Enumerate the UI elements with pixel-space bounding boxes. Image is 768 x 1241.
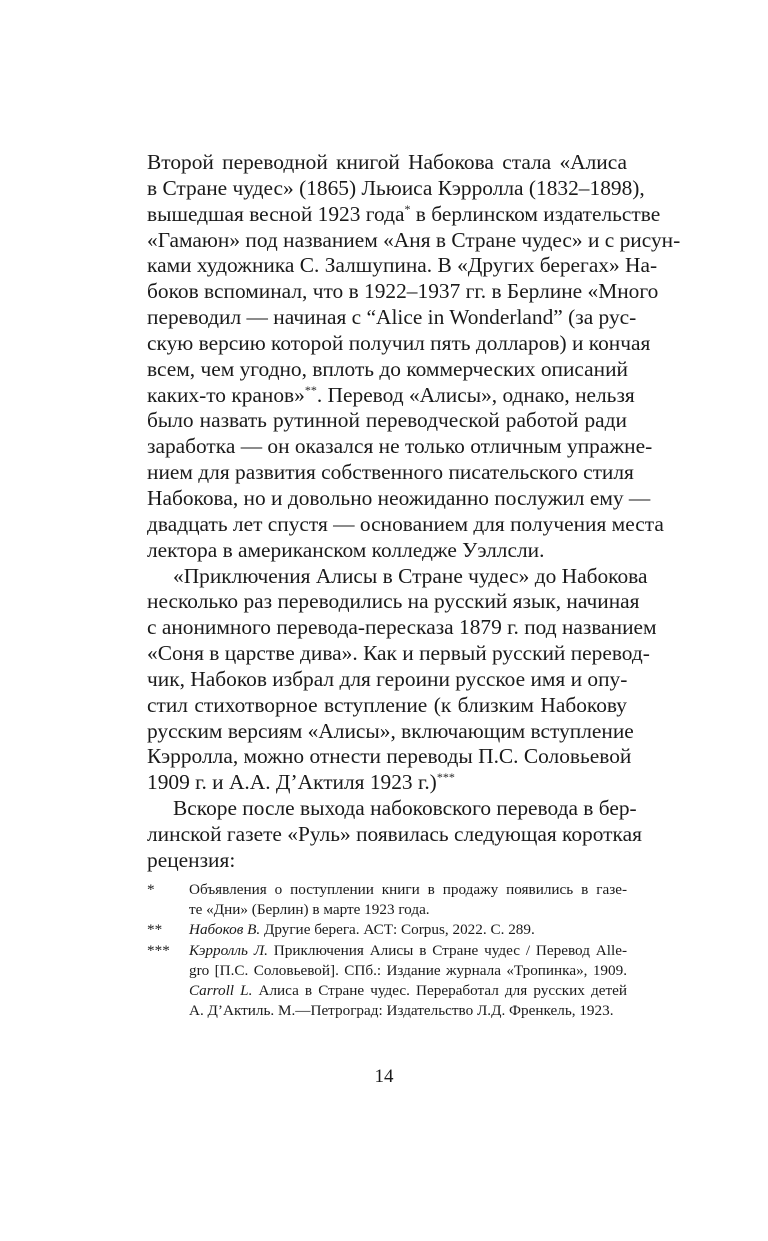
text-line: линской газете «Руль» появилась следующая короткая	[147, 821, 642, 846]
paragraph-3	[147, 796, 642, 874]
footnote-3	[147, 941, 627, 1022]
text-line: лектора в американском колледже Уэллсли.	[147, 537, 545, 562]
footnote-mark: ***	[147, 941, 170, 959]
text-fragment: 1909 г. и А.А. Д’Актиля 1923 г.)	[147, 770, 437, 795]
footnote-line: А. Д’Актиль. М.—Петроград: Издательство Л.Д. Френкель, 1923.	[189, 1002, 614, 1020]
text-fragment: в берлинском издательстве	[410, 201, 661, 226]
text-line: заработка — он оказался не только отличным упражне-	[147, 434, 653, 459]
text-line: Второй переводной книгой Набокова стала «Алиса	[147, 150, 627, 174]
text-fragment: . Перевод «Алисы», однако, нельзя	[316, 382, 635, 407]
text-line: чик, Набоков избрал для героини русское имя и опу-	[147, 666, 628, 691]
text-line: было назвать рутинной переводческой работой ради	[147, 408, 627, 433]
text-line: стил стихотворное вступление (к близким Набокову	[147, 692, 627, 717]
footnote-line	[189, 920, 627, 940]
citation-text: Приключения Алисы в Стране чудес / Перевод Alle-	[267, 941, 627, 959]
page-number: 14	[374, 1066, 394, 1087]
text-line: двадцать лет спустя — основанием для получения места	[147, 511, 664, 536]
author-name: Кэрролль Л.	[189, 941, 268, 959]
text-line	[147, 770, 627, 796]
text-line: «Гамаюн» под названием «Аня в Стране чудес» и с рисун-	[147, 227, 681, 252]
paragraph-2	[147, 563, 657, 797]
footnote-ref: ***	[436, 770, 455, 785]
citation-text: Алиса в Стране чудес. Переработал для русских детей	[252, 982, 627, 1000]
text-fragment: каких-то кранов»	[147, 382, 305, 407]
text-line: в Стране чудес» (1865) Льюиса Кэрролла (1832–1898),	[147, 175, 645, 200]
text-line: боков вспоминал, что в 1922–1937 гг. в Берлине «Много	[147, 279, 659, 304]
text-line: всем, чем угодно, вплоть до коммерческих описаний	[147, 356, 629, 381]
text-line: несколько раз переводились на русский язык, начиная	[147, 589, 640, 614]
text-line: переводил — начиная с “Alice in Wonderland” (за рус-	[147, 305, 637, 330]
text-line: Кэрролла, можно отнести переводы П.С. Соловьевой	[147, 744, 632, 769]
text-line: скую версию которой получил пять долларов) и кончая	[147, 330, 651, 355]
text-line	[147, 201, 661, 228]
text-line: «Приключения Алисы в Стране чудес» до Набокова	[173, 563, 648, 588]
text-line	[147, 382, 635, 409]
footnote-mark: *	[147, 881, 155, 898]
text-line: русским версиям «Алисы», включающим вступление	[147, 718, 634, 743]
author-name: Carroll L.	[189, 982, 253, 1000]
footnote-2	[147, 920, 627, 940]
footnote-1	[147, 880, 627, 920]
footnote-line	[189, 941, 627, 961]
text-line: Набокова, но и довольно неожиданно послужил ему —	[147, 485, 651, 510]
main-text	[147, 150, 681, 874]
text-line: нием для развития собственного писательского стиля	[147, 460, 634, 485]
text-line: Вскоре после выхода набоковского перевода в бер-	[173, 796, 637, 821]
text-line: с анонимного перевода-пересказа 1879 г. под названием	[147, 615, 657, 640]
footnote-ref: *	[404, 201, 411, 216]
footnote-line	[189, 981, 627, 1001]
text-line: «Соня в царстве дива». Как и первый русский перевод-	[147, 641, 650, 666]
footnote-ref: **	[304, 382, 317, 397]
footnote-line: те «Дни» (Берлин) в марте 1923 года.	[189, 901, 430, 919]
citation-text: Другие берега. АСТ: Corpus, 2022. С. 289.	[260, 921, 535, 939]
footnote-mark: **	[147, 921, 163, 939]
text-line: рецензия:	[147, 847, 236, 872]
footnotes	[147, 880, 627, 1021]
footnote-line: Объявления о поступлении книги в продажу появились в газе-	[189, 881, 627, 898]
author-name: Набоков В.	[189, 921, 261, 939]
text-fragment: вышедшая весной 1923 года	[147, 201, 405, 226]
paragraph-1	[147, 150, 681, 564]
text-line: ками художника С. Залшупина. В «Других берегах» На-	[147, 253, 658, 278]
footnote-line: gro [П.С. Соловьевой]. СПб.: Издание журнала «Тропинка», 1909.	[189, 961, 627, 979]
